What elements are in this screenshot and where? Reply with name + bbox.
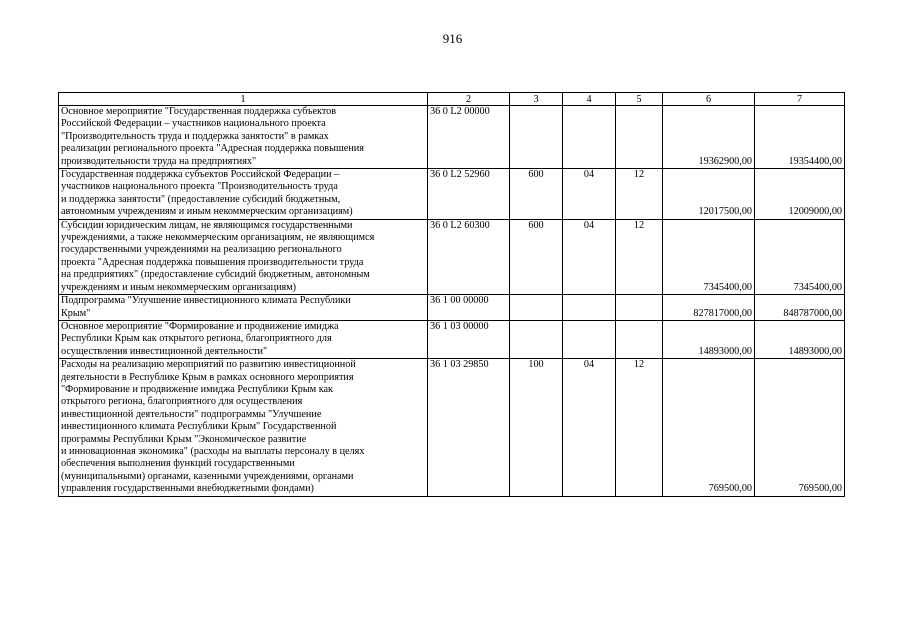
row-subsection: 12 <box>616 219 663 294</box>
row-name: Субсидии юридическим лицам, не являющимся государственными учреждениями, а также некоммерческим организациям, не являющимся государственными учреждениями на реализацию регионального проекта "Адресная поддержка повышения производительности труда на предприятиях" (предоставление субсидий бюджетным, автономным учреждениям и иным некоммерческим организациям) <box>59 219 428 294</box>
row-section <box>563 320 616 358</box>
row-subsection <box>616 320 663 358</box>
row-expense-type: 600 <box>510 169 563 220</box>
row-section: 04 <box>563 169 616 220</box>
row-code: 36 0 L2 52960 <box>428 169 510 220</box>
row-section <box>563 295 616 321</box>
header-row <box>59 93 845 106</box>
row-subsection <box>616 106 663 169</box>
row-code: 36 0 L2 00000 <box>428 106 510 169</box>
row-amount-year1: 769500,00 <box>663 359 755 496</box>
row-name: Подпрограмма "Улучшение инвестиционного климата Республики Крым" <box>59 295 428 321</box>
row-expense-type <box>510 295 563 321</box>
row-section <box>563 106 616 169</box>
row-section: 04 <box>563 359 616 496</box>
row-subsection: 12 <box>616 359 663 496</box>
row-code: 36 1 00 00000 <box>428 295 510 321</box>
row-subsection <box>616 295 663 321</box>
column-header-1: 1 <box>59 93 428 106</box>
row-name: Основное мероприятие "Государственная поддержка субъектов Российской Федерации – участников национального проекта "Производительность труда и поддержка занятости" в рамках реализации регионального проекта "Адресная поддержка повышения производительности труда на предприятиях" <box>59 106 428 169</box>
row-name: Основное мероприятие "Формирование и продвижение имиджа Республики Крым как открытого региона, благоприятного для осуществления инвестиционной деятельности" <box>59 320 428 358</box>
row-amount-year2: 19354400,00 <box>755 106 845 169</box>
column-header-3: 3 <box>510 93 563 106</box>
table-row <box>59 320 845 358</box>
row-name: Государственная поддержка субъектов Российской Федерации – участников национального проекта "Производительность труда и поддержка занятости" (предоставление субсидий бюджетным, автономным учреждениям и иным некоммерческим организациям) <box>59 169 428 220</box>
row-code: 36 1 03 29850 <box>428 359 510 496</box>
table-row <box>59 359 845 496</box>
table-row <box>59 219 845 294</box>
budget-table <box>58 92 845 497</box>
row-amount-year1: 14893000,00 <box>663 320 755 358</box>
row-amount-year2: 848787000,00 <box>755 295 845 321</box>
row-expense-type: 600 <box>510 219 563 294</box>
row-code: 36 1 03 00000 <box>428 320 510 358</box>
row-section: 04 <box>563 219 616 294</box>
column-header-6: 6 <box>663 93 755 106</box>
table-row <box>59 169 845 220</box>
column-header-5: 5 <box>616 93 663 106</box>
row-amount-year1: 12017500,00 <box>663 169 755 220</box>
table-row <box>59 295 845 321</box>
row-subsection: 12 <box>616 169 663 220</box>
column-header-7: 7 <box>755 93 845 106</box>
row-expense-type: 100 <box>510 359 563 496</box>
row-amount-year2: 14893000,00 <box>755 320 845 358</box>
column-header-4: 4 <box>563 93 616 106</box>
page-number: 916 <box>442 31 463 46</box>
table-row <box>59 106 845 169</box>
row-name: Расходы на реализацию мероприятий по развитию инвестиционной деятельности в Республике Крым в рамках основного мероприятия "Формирование и продвижение имиджа Республики Крым как открытого региона, благоприятного для осуществления инвестиционной деятельности" подпрограммы "Улучшение инвестиционного климата Республики Крым" Государственной программы Республики Крым "Экономическое развитие и инновационная экономика" (расходы на выплаты персоналу в целях обеспечения выполнения функций государственными (муниципальными) органами, казенными учреждениями, органами управления государственными внебюджетными фондами) <box>59 359 428 496</box>
row-amount-year1: 19362900,00 <box>663 106 755 169</box>
row-expense-type <box>510 106 563 169</box>
row-amount-year2: 7345400,00 <box>755 219 845 294</box>
row-amount-year2: 12009000,00 <box>755 169 845 220</box>
column-header-2: 2 <box>428 93 510 106</box>
row-expense-type <box>510 320 563 358</box>
row-amount-year2: 769500,00 <box>755 359 845 496</box>
row-amount-year1: 7345400,00 <box>663 219 755 294</box>
row-code: 36 0 L2 60300 <box>428 219 510 294</box>
row-amount-year1: 827817000,00 <box>663 295 755 321</box>
